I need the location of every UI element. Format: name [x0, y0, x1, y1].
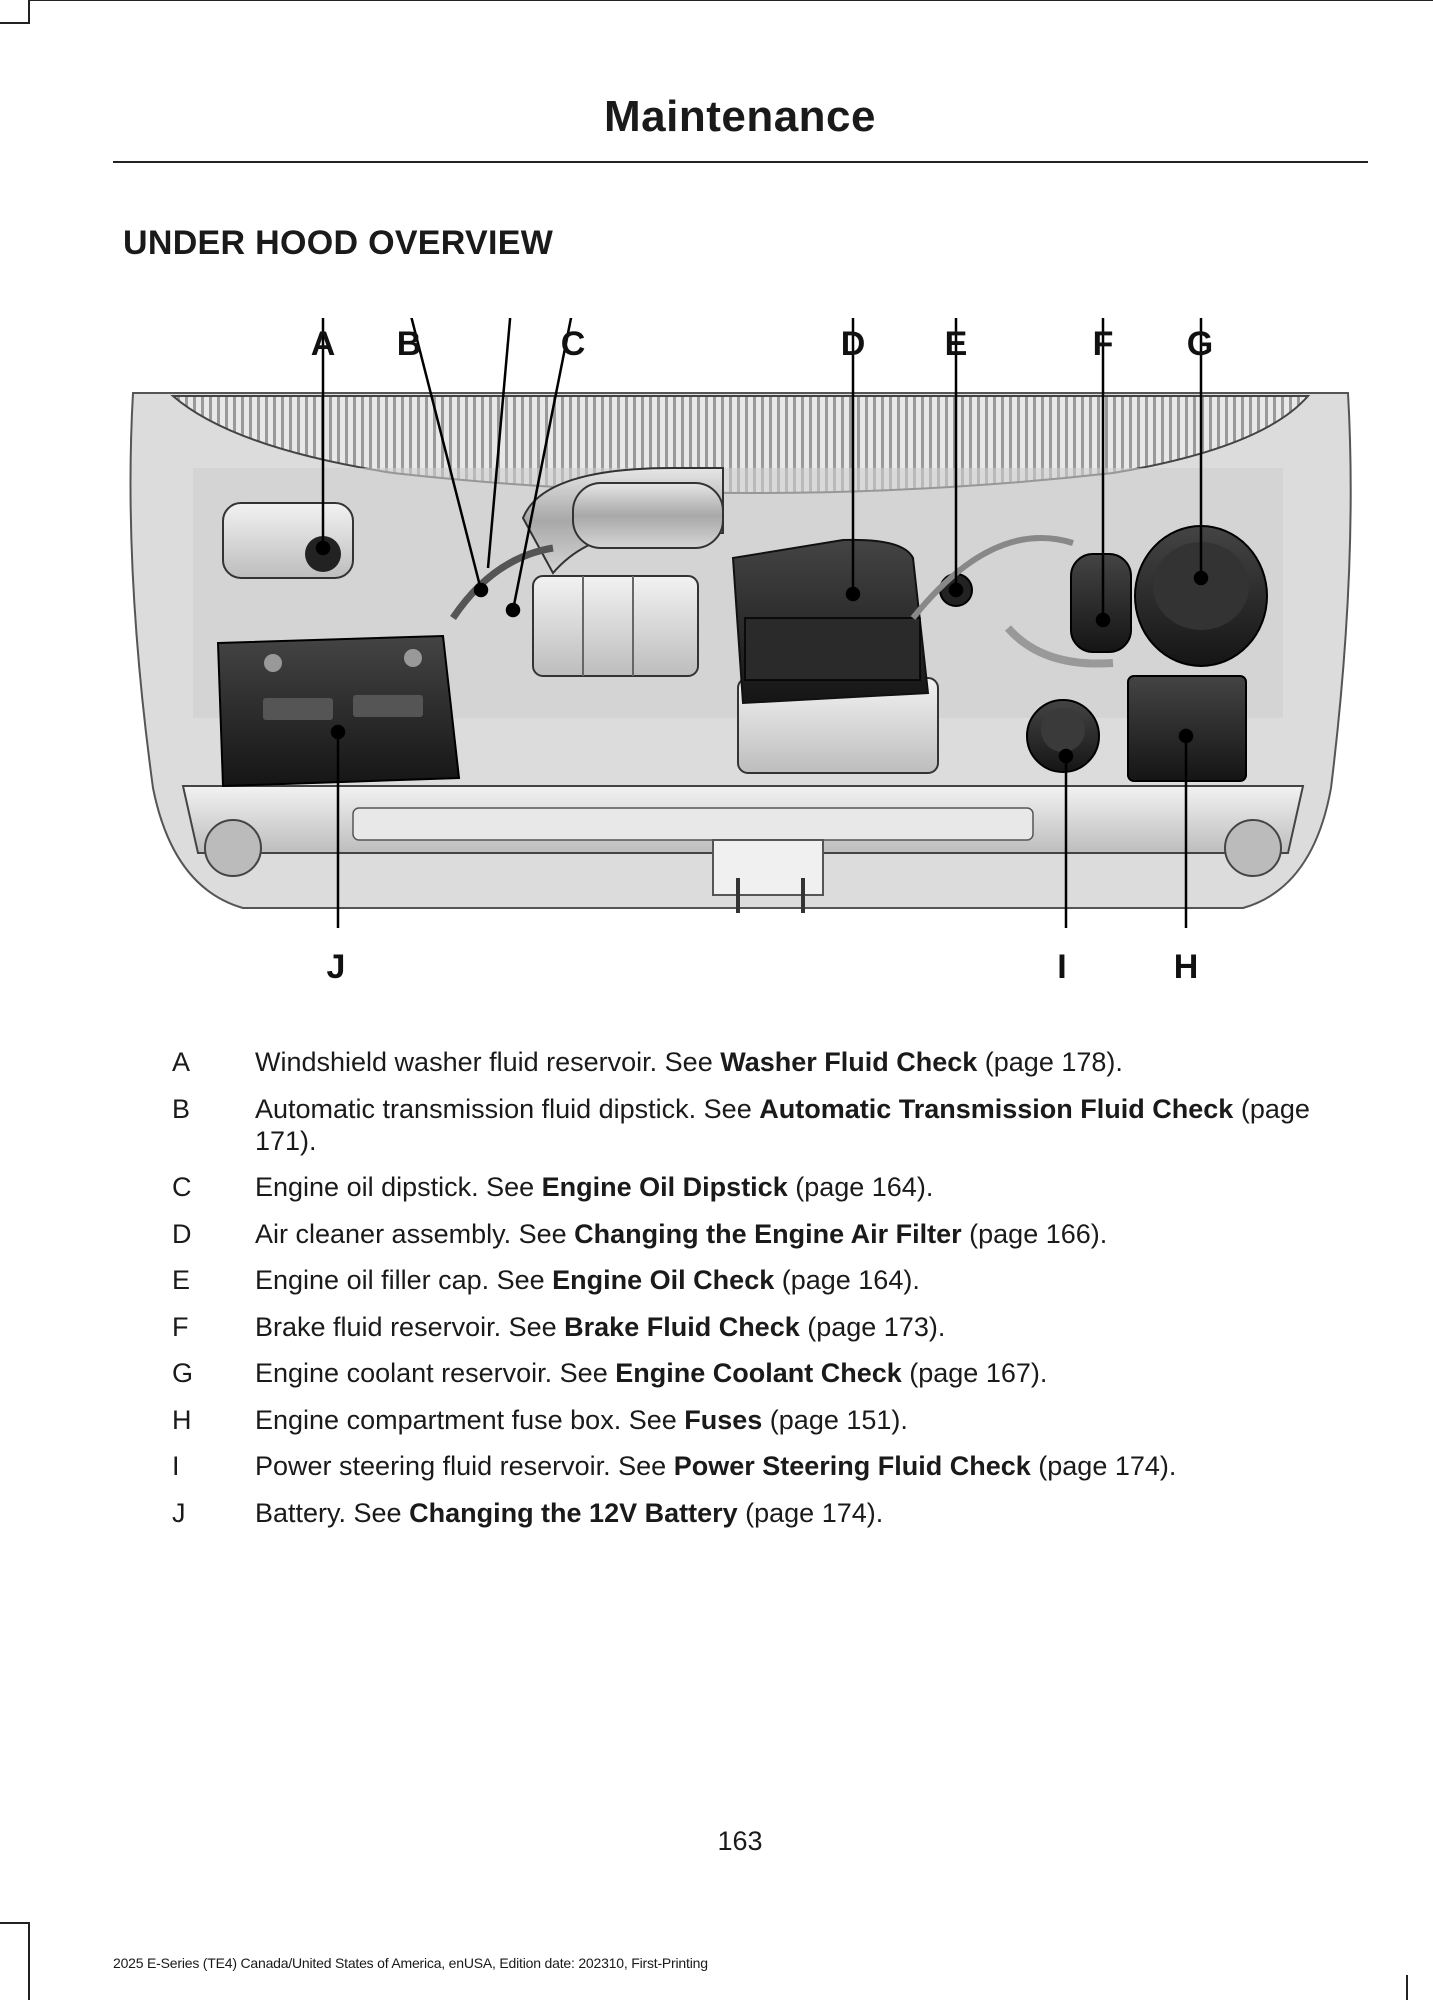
- legend-letter: J: [172, 1497, 186, 1528]
- section-heading: UNDER HOOD OVERVIEW: [123, 224, 554, 262]
- crop-mark: [28, 1922, 30, 2000]
- legend-item: [172, 1264, 1342, 1296]
- legend-description: Power steering fluid reservoir. See: [255, 1451, 674, 1481]
- legend-item: [172, 1450, 1342, 1482]
- cross-reference-link[interactable]: Automatic Transmission Fluid Check: [759, 1093, 1234, 1124]
- page-reference: (page 173).: [799, 1311, 946, 1342]
- page-reference: (page 164).: [774, 1265, 920, 1295]
- legend-letter: H: [172, 1404, 192, 1435]
- cross-reference-link[interactable]: Fuses: [684, 1404, 763, 1435]
- cross-reference-link[interactable]: Changing the Engine Air Filter: [574, 1218, 962, 1249]
- legend-letter: D: [172, 1218, 192, 1249]
- legend-item: [172, 1357, 1342, 1389]
- callout-h: H: [1173, 948, 1199, 986]
- page-title: Maintenance: [603, 92, 876, 141]
- page-reference: (page 164).: [787, 1172, 934, 1202]
- callout-b: B: [396, 325, 422, 363]
- crop-mark: [0, 1922, 30, 1924]
- page-reference: (page 171).: [255, 1093, 1310, 1156]
- footer-text: 2025 E-Series (TE4) Canada/United States of America, enUSA, Edition date: 202310, First-Printing: [113, 1955, 708, 1971]
- legend-item: [172, 1497, 1342, 1529]
- legend-letter: E: [172, 1265, 191, 1295]
- crop-mark: [1406, 1975, 1408, 2000]
- page-reference: (page 167).: [901, 1358, 1048, 1388]
- legend-description: Engine oil dipstick. See: [255, 1172, 542, 1202]
- legend-description: Automatic transmission fluid dipstick. See: [255, 1093, 760, 1124]
- page-reference: (page 174).: [1030, 1451, 1177, 1481]
- legend-letter: A: [172, 1047, 191, 1077]
- legend-item: [172, 1218, 1342, 1250]
- legend-description: Air cleaner assembly. See: [255, 1218, 575, 1249]
- page-reference: (page 178).: [977, 1047, 1123, 1077]
- cross-reference-link[interactable]: Power Steering Fluid Check: [673, 1451, 1031, 1481]
- callout-e: E: [944, 325, 968, 363]
- callout-j: J: [326, 948, 346, 986]
- cross-reference-link[interactable]: Engine Oil Check: [552, 1265, 775, 1295]
- legend-item: [172, 1093, 1342, 1157]
- cross-reference-link[interactable]: Engine Coolant Check: [615, 1358, 902, 1388]
- callout-g: G: [1186, 325, 1214, 363]
- callout-f: F: [1092, 325, 1114, 363]
- legend-letter: F: [172, 1311, 189, 1342]
- callout-legend: [172, 1046, 1342, 1543]
- page-reference: (page 174).: [737, 1497, 884, 1528]
- legend-letter: C: [172, 1172, 192, 1202]
- legend-item: [172, 1171, 1342, 1203]
- legend-description: Windshield washer fluid reservoir. See: [255, 1047, 721, 1077]
- legend-description: Engine compartment fuse box. See: [255, 1404, 685, 1435]
- page-reference: (page 166).: [961, 1218, 1108, 1249]
- page-number: 163: [717, 1826, 763, 1856]
- legend-item: [172, 1046, 1342, 1078]
- cross-reference-link[interactable]: Changing the 12V Battery: [409, 1497, 738, 1528]
- legend-letter: G: [172, 1358, 194, 1388]
- cross-reference-link[interactable]: Engine Oil Dipstick: [541, 1172, 788, 1202]
- legend-description: Battery. See: [255, 1497, 410, 1528]
- callout-d: D: [840, 325, 866, 363]
- legend-description: Brake fluid reservoir. See: [255, 1311, 565, 1342]
- legend-letter: B: [172, 1093, 191, 1124]
- legend-description: Engine oil filler cap. See: [255, 1265, 553, 1295]
- cross-reference-link[interactable]: Washer Fluid Check: [720, 1047, 978, 1077]
- legend-item: [172, 1404, 1342, 1436]
- page-reference: (page 151).: [762, 1404, 908, 1435]
- callout-c: C: [560, 325, 586, 363]
- legend-letter: I: [172, 1451, 180, 1481]
- legend-item: [172, 1311, 1342, 1343]
- callout-a: A: [310, 325, 336, 363]
- legend-description: Engine coolant reservoir. See: [255, 1358, 616, 1388]
- callout-i: I: [1057, 948, 1067, 986]
- cross-reference-link[interactable]: Brake Fluid Check: [564, 1311, 800, 1342]
